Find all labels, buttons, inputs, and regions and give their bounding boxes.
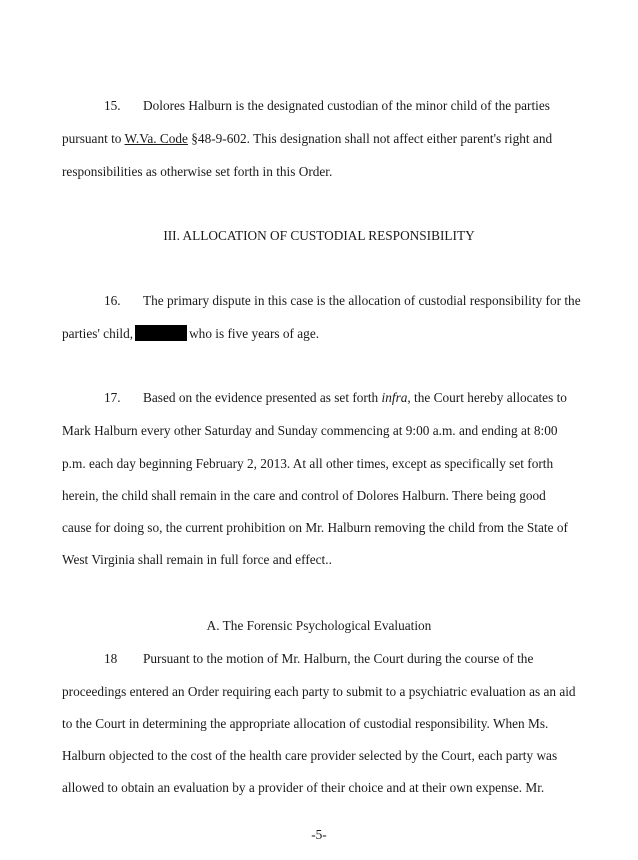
paragraph-16-line-2 [62,325,319,343]
text: parties' child, [62,326,134,341]
paragraph-17-line-5: cause for doing so, the current prohibition on Mr. Halburn removing the child from the State of [62,520,568,535]
paragraph-15-line-2 [62,130,552,148]
code-citation: W.Va. Code [124,131,188,146]
paragraph-18-line-4: Halburn objected to the cost of the health care provider selected by the Court, each party was [62,748,558,763]
redaction-box [135,325,187,341]
italic-term: infra [381,390,408,405]
paragraph-18-line-1: Pursuant to the motion of Mr. Halburn, the Court during the course of the [143,651,534,666]
paragraph-15-line-3: responsibilities as otherwise set forth in this Order. [62,164,333,179]
text: , the Court hereby allocates to [407,390,567,405]
paragraph-18-line-3: to the Court in determining the appropriate allocation of custodial responsibility. When Ms. [62,716,549,731]
paragraph-17-line-2: Mark Halburn every other Saturday and Sunday commencing at 9:00 a.m. and ending at 8:00 [62,423,558,438]
paragraph-16-line-1: The primary dispute in this case is the allocation of custodial responsibility for the [143,293,581,308]
section-a-heading: A. The Forensic Psychological Evaluation [206,618,432,633]
page-number: -5- [311,827,327,842]
paragraph-18-number: 18 [104,651,118,666]
paragraph-17-line-1 [143,389,567,407]
paragraph-17-line-6: West Virginia shall remain in full force and effect.. [62,552,332,567]
text: pursuant to [62,131,125,146]
paragraph-17-line-4: herein, the child shall remain in the care and control of Dolores Halburn. There being good [62,488,546,503]
text: who is five years of age. [189,326,320,341]
paragraph-18-line-2: proceedings entered an Order requiring each party to submit to a psychiatric evaluation as an aid [62,684,576,699]
text: §48-9-602. This designation shall not affect either parent's right and [187,131,553,146]
paragraph-16-number: 16. [104,293,121,308]
section-iii-heading: III. ALLOCATION OF CUSTODIAL RESPONSIBILITY [163,228,475,243]
paragraph-17-number: 17. [104,390,121,405]
paragraph-15-number: 15. [104,98,121,113]
paragraph-17-line-3: p.m. each day beginning February 2, 2013. At all other times, except as specifically set forth [62,456,554,471]
paragraph-18-line-5: allowed to obtain an evaluation by a provider of their choice and at their own expense. Mr. [62,780,545,795]
text: Based on the evidence presented as set forth [143,390,382,405]
paragraph-15-line-1: Dolores Halburn is the designated custodian of the minor child of the parties [143,98,550,113]
